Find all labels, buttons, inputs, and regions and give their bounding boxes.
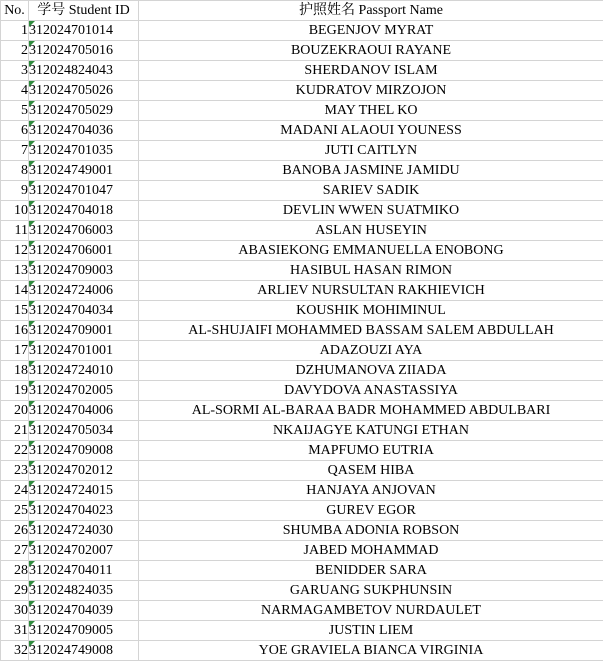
student-id-cell[interactable]: [29, 541, 139, 561]
student-id-cell[interactable]: [29, 481, 139, 501]
row-number-cell[interactable]: 6: [1, 121, 29, 141]
row-number-cell[interactable]: 30: [1, 601, 29, 621]
passport-name-cell[interactable]: DAVYDOVA ANASTASSIYA: [139, 381, 603, 401]
text-format-marker-icon: [29, 241, 35, 247]
student-id-value: 312024704039: [29, 603, 113, 618]
student-id-value: 312024701047: [29, 183, 113, 198]
table-row: [1, 501, 603, 521]
row-number-cell[interactable]: 19: [1, 381, 29, 401]
student-id-value: 312024724015: [29, 483, 113, 498]
passport-name-cell[interactable]: BENIDDER SARA: [139, 561, 603, 581]
passport-name-cell[interactable]: BOUZEKRAOUI RAYANE: [139, 41, 603, 61]
text-format-marker-icon: [29, 21, 35, 27]
table-row: [1, 381, 603, 401]
student-id-value: 312024702012: [29, 463, 113, 478]
student-id-cell[interactable]: [29, 281, 139, 301]
student-id-cell[interactable]: [29, 461, 139, 481]
passport-name-cell[interactable]: HASIBUL HASAN RIMON: [139, 261, 603, 281]
text-format-marker-icon: [29, 261, 35, 267]
passport-name-cell[interactable]: HANJAYA ANJOVAN: [139, 481, 603, 501]
student-id-cell[interactable]: [29, 621, 139, 641]
row-number-cell[interactable]: 28: [1, 561, 29, 581]
student-id-value: 312024705016: [29, 43, 113, 58]
row-number-cell[interactable]: 11: [1, 221, 29, 241]
table-row: [1, 521, 603, 541]
student-id-cell[interactable]: [29, 121, 139, 141]
student-id-cell[interactable]: [29, 61, 139, 81]
student-id-value: 312024704023: [29, 503, 113, 518]
text-format-marker-icon: [29, 41, 35, 47]
passport-name-cell[interactable]: JABED MOHAMMAD: [139, 541, 603, 561]
row-number-cell[interactable]: 25: [1, 501, 29, 521]
student-id-value: 312024701014: [29, 23, 113, 38]
student-id-value: 312024704006: [29, 403, 113, 418]
row-number-cell[interactable]: 16: [1, 321, 29, 341]
text-format-marker-icon: [29, 381, 35, 387]
text-format-marker-icon: [29, 361, 35, 367]
student-id-cell[interactable]: [29, 421, 139, 441]
passport-name-cell[interactable]: MADANI ALAOUI YOUNESS: [139, 121, 603, 141]
table-row: [1, 181, 603, 201]
passport-name-cell[interactable]: JUSTIN LIEM: [139, 621, 603, 641]
table-row: [1, 401, 603, 421]
text-format-marker-icon: [29, 181, 35, 187]
student-id-cell[interactable]: [29, 601, 139, 621]
student-id-cell[interactable]: [29, 581, 139, 601]
student-id-value: 312024705026: [29, 83, 113, 98]
student-id-cell[interactable]: [29, 141, 139, 161]
student-id-value: 312024709001: [29, 323, 113, 338]
student-id-value: 312024705034: [29, 423, 113, 438]
student-id-value: 312024704036: [29, 123, 113, 138]
passport-name-cell[interactable]: KOUSHIK MOHIMINUL: [139, 301, 603, 321]
text-format-marker-icon: [29, 421, 35, 427]
table-row: [1, 221, 603, 241]
passport-name-cell[interactable]: MAY THEL KO: [139, 101, 603, 121]
row-number-cell[interactable]: 24: [1, 481, 29, 501]
student-id-value: 312024824043: [29, 63, 113, 78]
student-id-value: 312024749008: [29, 643, 113, 658]
text-format-marker-icon: [29, 161, 35, 167]
row-number-cell[interactable]: 31: [1, 621, 29, 641]
passport-name-cell[interactable]: BANOBA JASMINE JAMIDU: [139, 161, 603, 181]
student-id-value: 312024724006: [29, 283, 113, 298]
table-row: [1, 441, 603, 461]
row-number-cell[interactable]: 3: [1, 61, 29, 81]
student-id-cell[interactable]: [29, 261, 139, 281]
table-row: [1, 161, 603, 181]
row-number-cell[interactable]: 5: [1, 101, 29, 121]
passport-name-cell[interactable]: ASLAN HUSEYIN: [139, 221, 603, 241]
table-row: [1, 461, 603, 481]
table-row: [1, 541, 603, 561]
row-number-cell[interactable]: 7: [1, 141, 29, 161]
table-row: [1, 101, 603, 121]
student-id-cell[interactable]: [29, 21, 139, 41]
table-row: [1, 621, 603, 641]
table-row: [1, 61, 603, 81]
table-row: [1, 81, 603, 101]
student-id-value: 312024702005: [29, 383, 113, 398]
student-id-cell[interactable]: [29, 381, 139, 401]
text-format-marker-icon: [29, 501, 35, 507]
text-format-marker-icon: [29, 201, 35, 207]
table-row: [1, 21, 603, 41]
table-row: [1, 201, 603, 221]
student-id-value: 312024706001: [29, 243, 113, 258]
student-id-value: 312024704011: [29, 563, 113, 578]
student-id-value: 312024824035: [29, 583, 113, 598]
header-row: [1, 1, 603, 21]
passport-name-cell[interactable]: GUREV EGOR: [139, 501, 603, 521]
student-id-cell[interactable]: [29, 161, 139, 181]
table-row: [1, 281, 603, 301]
text-format-marker-icon: [29, 321, 35, 327]
row-number-cell[interactable]: 10: [1, 201, 29, 221]
row-number-cell[interactable]: 23: [1, 461, 29, 481]
table-row: [1, 601, 603, 621]
passport-name-cell[interactable]: GARUANG SUKPHUNSIN: [139, 581, 603, 601]
student-id-value: 312024701035: [29, 143, 113, 158]
text-format-marker-icon: [29, 341, 35, 347]
table-row: [1, 41, 603, 61]
student-id-value: 312024704018: [29, 203, 113, 218]
passport-name-cell[interactable]: ABASIEKONG EMMANUELLA ENOBONG: [139, 241, 603, 261]
student-id-value: 312024702007: [29, 543, 113, 558]
passport-name-cell[interactable]: AL-SHUJAIFI MOHAMMED BASSAM SALEM ABDULLAH: [139, 321, 603, 341]
row-number-cell[interactable]: 21: [1, 421, 29, 441]
passport-name-cell[interactable]: YOE GRAVIELA BIANCA VIRGINIA: [139, 641, 603, 661]
row-number-cell[interactable]: 32: [1, 641, 29, 661]
passport-name-cell[interactable]: SARIEV SADIK: [139, 181, 603, 201]
text-format-marker-icon: [29, 621, 35, 627]
student-id-cell[interactable]: [29, 341, 139, 361]
text-format-marker-icon: [29, 641, 35, 647]
student-id-cell[interactable]: [29, 241, 139, 261]
roster-body: [1, 21, 603, 661]
table-row: [1, 141, 603, 161]
row-number-cell[interactable]: 26: [1, 521, 29, 541]
table-row: [1, 301, 603, 321]
passport-name-cell[interactable]: DZHUMANOVA ZIIADA: [139, 361, 603, 381]
header-passport-name[interactable]: 护照姓名 Passport Name: [139, 1, 603, 21]
text-format-marker-icon: [29, 61, 35, 67]
text-format-marker-icon: [29, 401, 35, 407]
table-row: [1, 321, 603, 341]
row-number-cell[interactable]: 12: [1, 241, 29, 261]
student-id-cell[interactable]: [29, 201, 139, 221]
student-id-value: 312024709008: [29, 443, 113, 458]
passport-name-cell[interactable]: JUTI CAITLYN: [139, 141, 603, 161]
table-row: [1, 121, 603, 141]
student-id-cell[interactable]: [29, 561, 139, 581]
student-id-cell[interactable]: [29, 361, 139, 381]
text-format-marker-icon: [29, 601, 35, 607]
row-number-cell[interactable]: 9: [1, 181, 29, 201]
passport-name-cell[interactable]: ARLIEV NURSULTAN RAKHIEVICH: [139, 281, 603, 301]
passport-name-cell[interactable]: BEGENJOV MYRAT: [139, 21, 603, 41]
row-number-cell[interactable]: 20: [1, 401, 29, 421]
table-row: [1, 421, 603, 441]
table-row: [1, 641, 603, 661]
text-format-marker-icon: [29, 581, 35, 587]
student-id-cell[interactable]: [29, 521, 139, 541]
table-row: [1, 261, 603, 281]
student-id-value: 312024709005: [29, 623, 113, 638]
header-student-id[interactable]: 学号 Student ID: [29, 1, 139, 21]
text-format-marker-icon: [29, 461, 35, 467]
student-id-cell[interactable]: [29, 81, 139, 101]
row-number-cell[interactable]: 15: [1, 301, 29, 321]
row-number-cell[interactable]: 8: [1, 161, 29, 181]
row-number-cell[interactable]: 14: [1, 281, 29, 301]
student-id-cell[interactable]: [29, 41, 139, 61]
row-number-cell[interactable]: 27: [1, 541, 29, 561]
student-id-value: 312024724010: [29, 363, 113, 378]
student-id-value: 312024701001: [29, 343, 113, 358]
passport-name-cell[interactable]: DEVLIN WWEN SUATMIKO: [139, 201, 603, 221]
student-id-cell[interactable]: [29, 641, 139, 661]
student-id-cell[interactable]: [29, 101, 139, 121]
text-format-marker-icon: [29, 481, 35, 487]
student-id-cell[interactable]: [29, 221, 139, 241]
student-id-cell[interactable]: [29, 181, 139, 201]
text-format-marker-icon: [29, 121, 35, 127]
row-number-cell[interactable]: 13: [1, 261, 29, 281]
text-format-marker-icon: [29, 281, 35, 287]
row-number-cell[interactable]: 29: [1, 581, 29, 601]
text-format-marker-icon: [29, 521, 35, 527]
passport-name-cell[interactable]: AL-SORMI AL-BARAA BADR MOHAMMED ABDULBARI: [139, 401, 603, 421]
row-number-cell[interactable]: 18: [1, 361, 29, 381]
student-id-cell[interactable]: [29, 401, 139, 421]
text-format-marker-icon: [29, 301, 35, 307]
row-number-cell[interactable]: 17: [1, 341, 29, 361]
table-row: [1, 341, 603, 361]
passport-name-cell[interactable]: SHERDANOV ISLAM: [139, 61, 603, 81]
student-id-cell[interactable]: [29, 321, 139, 341]
student-id-value: 312024724030: [29, 523, 113, 538]
row-number-cell[interactable]: 2: [1, 41, 29, 61]
table-row: [1, 561, 603, 581]
passport-name-cell[interactable]: NARMAGAMBETOV NURDAULET: [139, 601, 603, 621]
row-number-cell[interactable]: 1: [1, 21, 29, 41]
student-id-value: 312024749001: [29, 163, 113, 178]
passport-name-cell[interactable]: MAPFUMO EUTRIA: [139, 441, 603, 461]
text-format-marker-icon: [29, 101, 35, 107]
table-row: [1, 481, 603, 501]
passport-name-cell[interactable]: KUDRATOV MIRZOJON: [139, 81, 603, 101]
header-no[interactable]: No.: [1, 1, 29, 21]
text-format-marker-icon: [29, 561, 35, 567]
text-format-marker-icon: [29, 541, 35, 547]
passport-name-cell[interactable]: NKAIJAGYE KATUNGI ETHAN: [139, 421, 603, 441]
student-id-value: 312024705029: [29, 103, 113, 118]
student-id-cell[interactable]: [29, 441, 139, 461]
student-id-cell[interactable]: [29, 501, 139, 521]
table-row: [1, 241, 603, 261]
student-id-value: 312024704034: [29, 303, 113, 318]
student-id-value: 312024706003: [29, 223, 113, 238]
table-row: [1, 361, 603, 381]
student-id-cell[interactable]: [29, 301, 139, 321]
text-format-marker-icon: [29, 221, 35, 227]
row-number-cell[interactable]: 4: [1, 81, 29, 101]
passport-name-cell[interactable]: SHUMBA ADONIA ROBSON: [139, 521, 603, 541]
student-id-value: 312024709003: [29, 263, 113, 278]
text-format-marker-icon: [29, 141, 35, 147]
table-row: [1, 581, 603, 601]
passport-name-cell[interactable]: QASEM HIBA: [139, 461, 603, 481]
text-format-marker-icon: [29, 441, 35, 447]
passport-name-cell[interactable]: ADAZOUZI AYA: [139, 341, 603, 361]
row-number-cell[interactable]: 22: [1, 441, 29, 461]
text-format-marker-icon: [29, 81, 35, 87]
